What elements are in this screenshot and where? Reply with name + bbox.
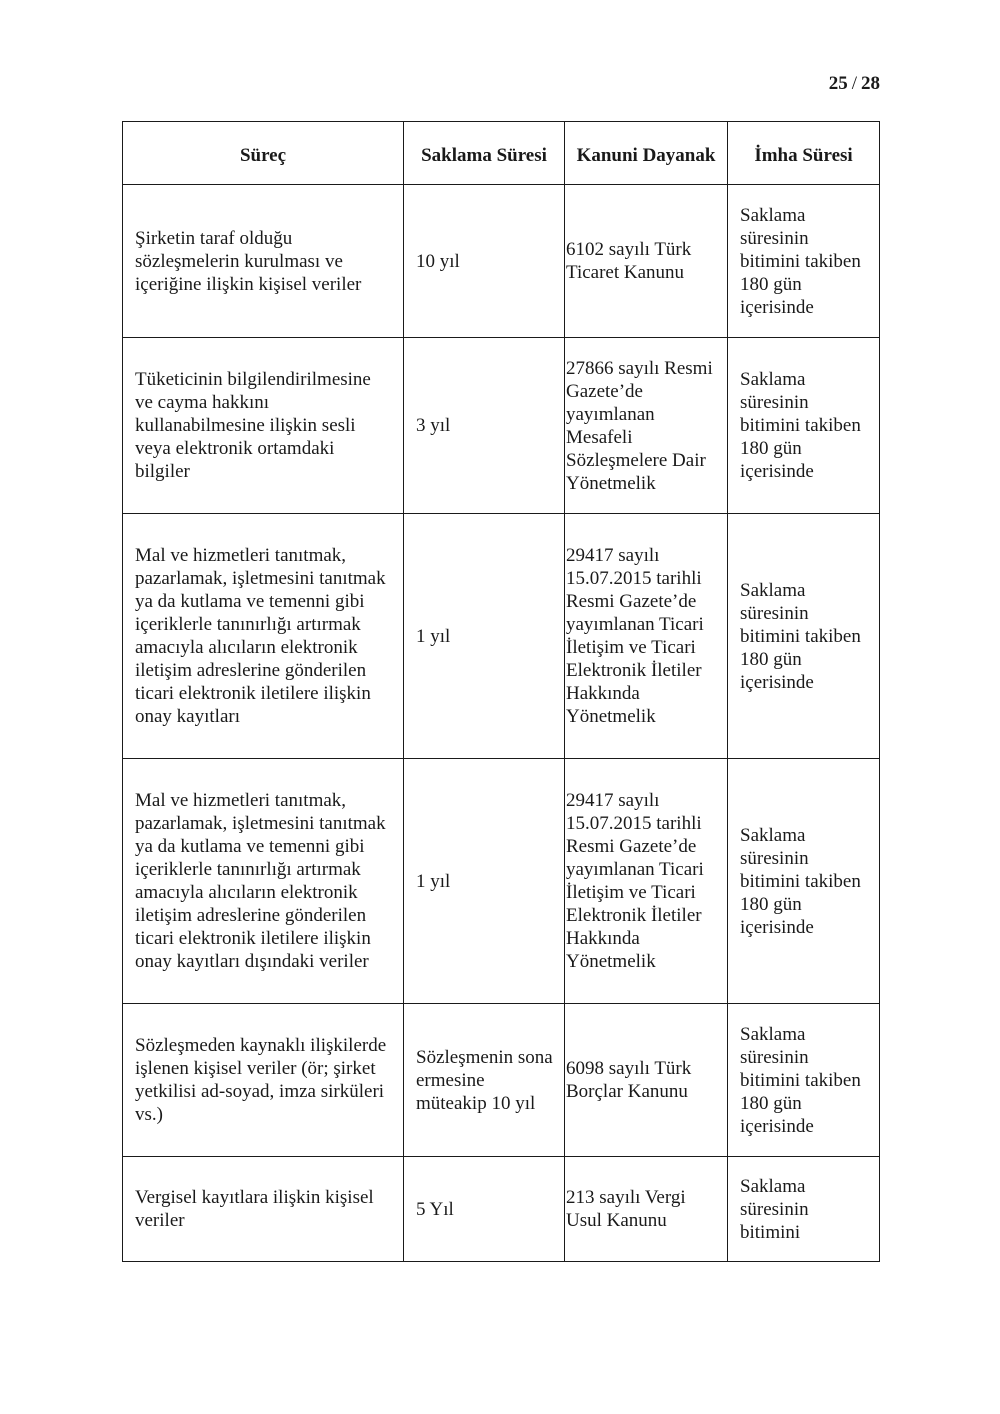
table-row	[123, 185, 880, 338]
cell-process: Sözleşmeden kaynaklı ilişkilerde işlenen kişisel veriler (ör; şirket yetkilisi ad-soyad, imza sirküleri vs.)	[123, 1004, 404, 1157]
cell-retention-period: 1 yıl	[404, 759, 565, 1004]
cell-legal-basis: 6098 sayılı Türk Borçlar Kanunu	[565, 1004, 728, 1157]
cell-retention-period: 10 yıl	[404, 185, 565, 338]
page-total: 28	[861, 73, 880, 94]
header-legal-basis: Kanuni Dayanak	[565, 122, 728, 185]
cell-process: Mal ve hizmetleri tanıtmak, pazarlamak, işletmesini tanıtmak ya da kutlama ve temenni gibi içeriklerle tanınırlığı artırmak amacıyla alıcıların elektronik iletişim adreslerine gönderilen ticari elektronik iletilere ilişkin onay kayıtları	[123, 514, 404, 759]
cell-destruction-period: Saklama süresinin bitimini takiben 180 gün içerisinde	[728, 338, 880, 514]
cell-legal-basis: 27866 sayılı Resmi Gazete’de yayımlanan Mesafeli Sözleşmelere Dair Yönetmelik	[565, 338, 728, 514]
cell-retention-period: 1 yıl	[404, 514, 565, 759]
cell-legal-basis: 213 sayılı Vergi Usul Kanunu	[565, 1157, 728, 1262]
cell-destruction-period: Saklama süresinin bitimini	[728, 1157, 880, 1262]
cell-process: Tüketicinin bilgilendirilmesine ve cayma hakkını kullanabilmesine ilişkin sesli veya elektronik ortamdaki bilgiler	[123, 338, 404, 514]
cell-retention-period: 5 Yıl	[404, 1157, 565, 1262]
cell-destruction-period: Saklama süresinin bitimini takiben 180 gün içerisinde	[728, 185, 880, 338]
table-row	[123, 1157, 880, 1262]
table-row	[123, 514, 880, 759]
page-current: 25	[828, 73, 848, 94]
header-destruction-period: İmha Süresi	[728, 122, 880, 185]
cell-destruction-period: Saklama süresinin bitimini takiben 180 gün içerisinde	[728, 759, 880, 1004]
cell-destruction-period: Saklama süresinin bitimini takiben 180 gün içerisinde	[728, 1004, 880, 1157]
cell-legal-basis: 29417 sayılı 15.07.2015 tarihli Resmi Gazete’de yayımlanan Ticari İletişim ve Ticari Elektronik İletiler Hakkında Yönetmelik	[565, 514, 728, 759]
header-process: Süreç	[123, 122, 404, 185]
cell-process: Mal ve hizmetleri tanıtmak, pazarlamak, işletmesini tanıtmak ya da kutlama ve temenni gibi içeriklerle tanınırlığı artırmak amacıyla alıcıların elektronik iletişim adreslerine gönderilen ticari elektronik iletilere ilişkin onay kayıtları dışındaki veriler	[123, 759, 404, 1004]
cell-process: Vergisel kayıtlara ilişkin kişisel veriler	[123, 1157, 404, 1262]
table-row	[123, 338, 880, 514]
table-header-row	[123, 122, 880, 185]
page-separator: /	[851, 73, 857, 94]
cell-destruction-period: Saklama süresinin bitimini takiben 180 gün içerisinde	[728, 514, 880, 759]
header-retention-period: Saklama Süresi	[404, 122, 565, 185]
cell-legal-basis: 29417 sayılı 15.07.2015 tarihli Resmi Gazete’de yayımlanan Ticari İletişim ve Ticari Elektronik İletiler Hakkında Yönetmelik	[565, 759, 728, 1004]
cell-process: Şirketin taraf olduğu sözleşmelerin kurulması ve içeriğine ilişkin kişisel veriler	[123, 185, 404, 338]
page-number	[829, 73, 880, 95]
table-row	[123, 759, 880, 1004]
cell-retention-period: 3 yıl	[404, 338, 565, 514]
cell-retention-period: Sözleşmenin sona ermesine müteakip 10 yıl	[404, 1004, 565, 1157]
cell-legal-basis: 6102 sayılı Türk Ticaret Kanunu	[565, 185, 728, 338]
retention-table	[122, 121, 880, 1262]
table-row	[123, 1004, 880, 1157]
